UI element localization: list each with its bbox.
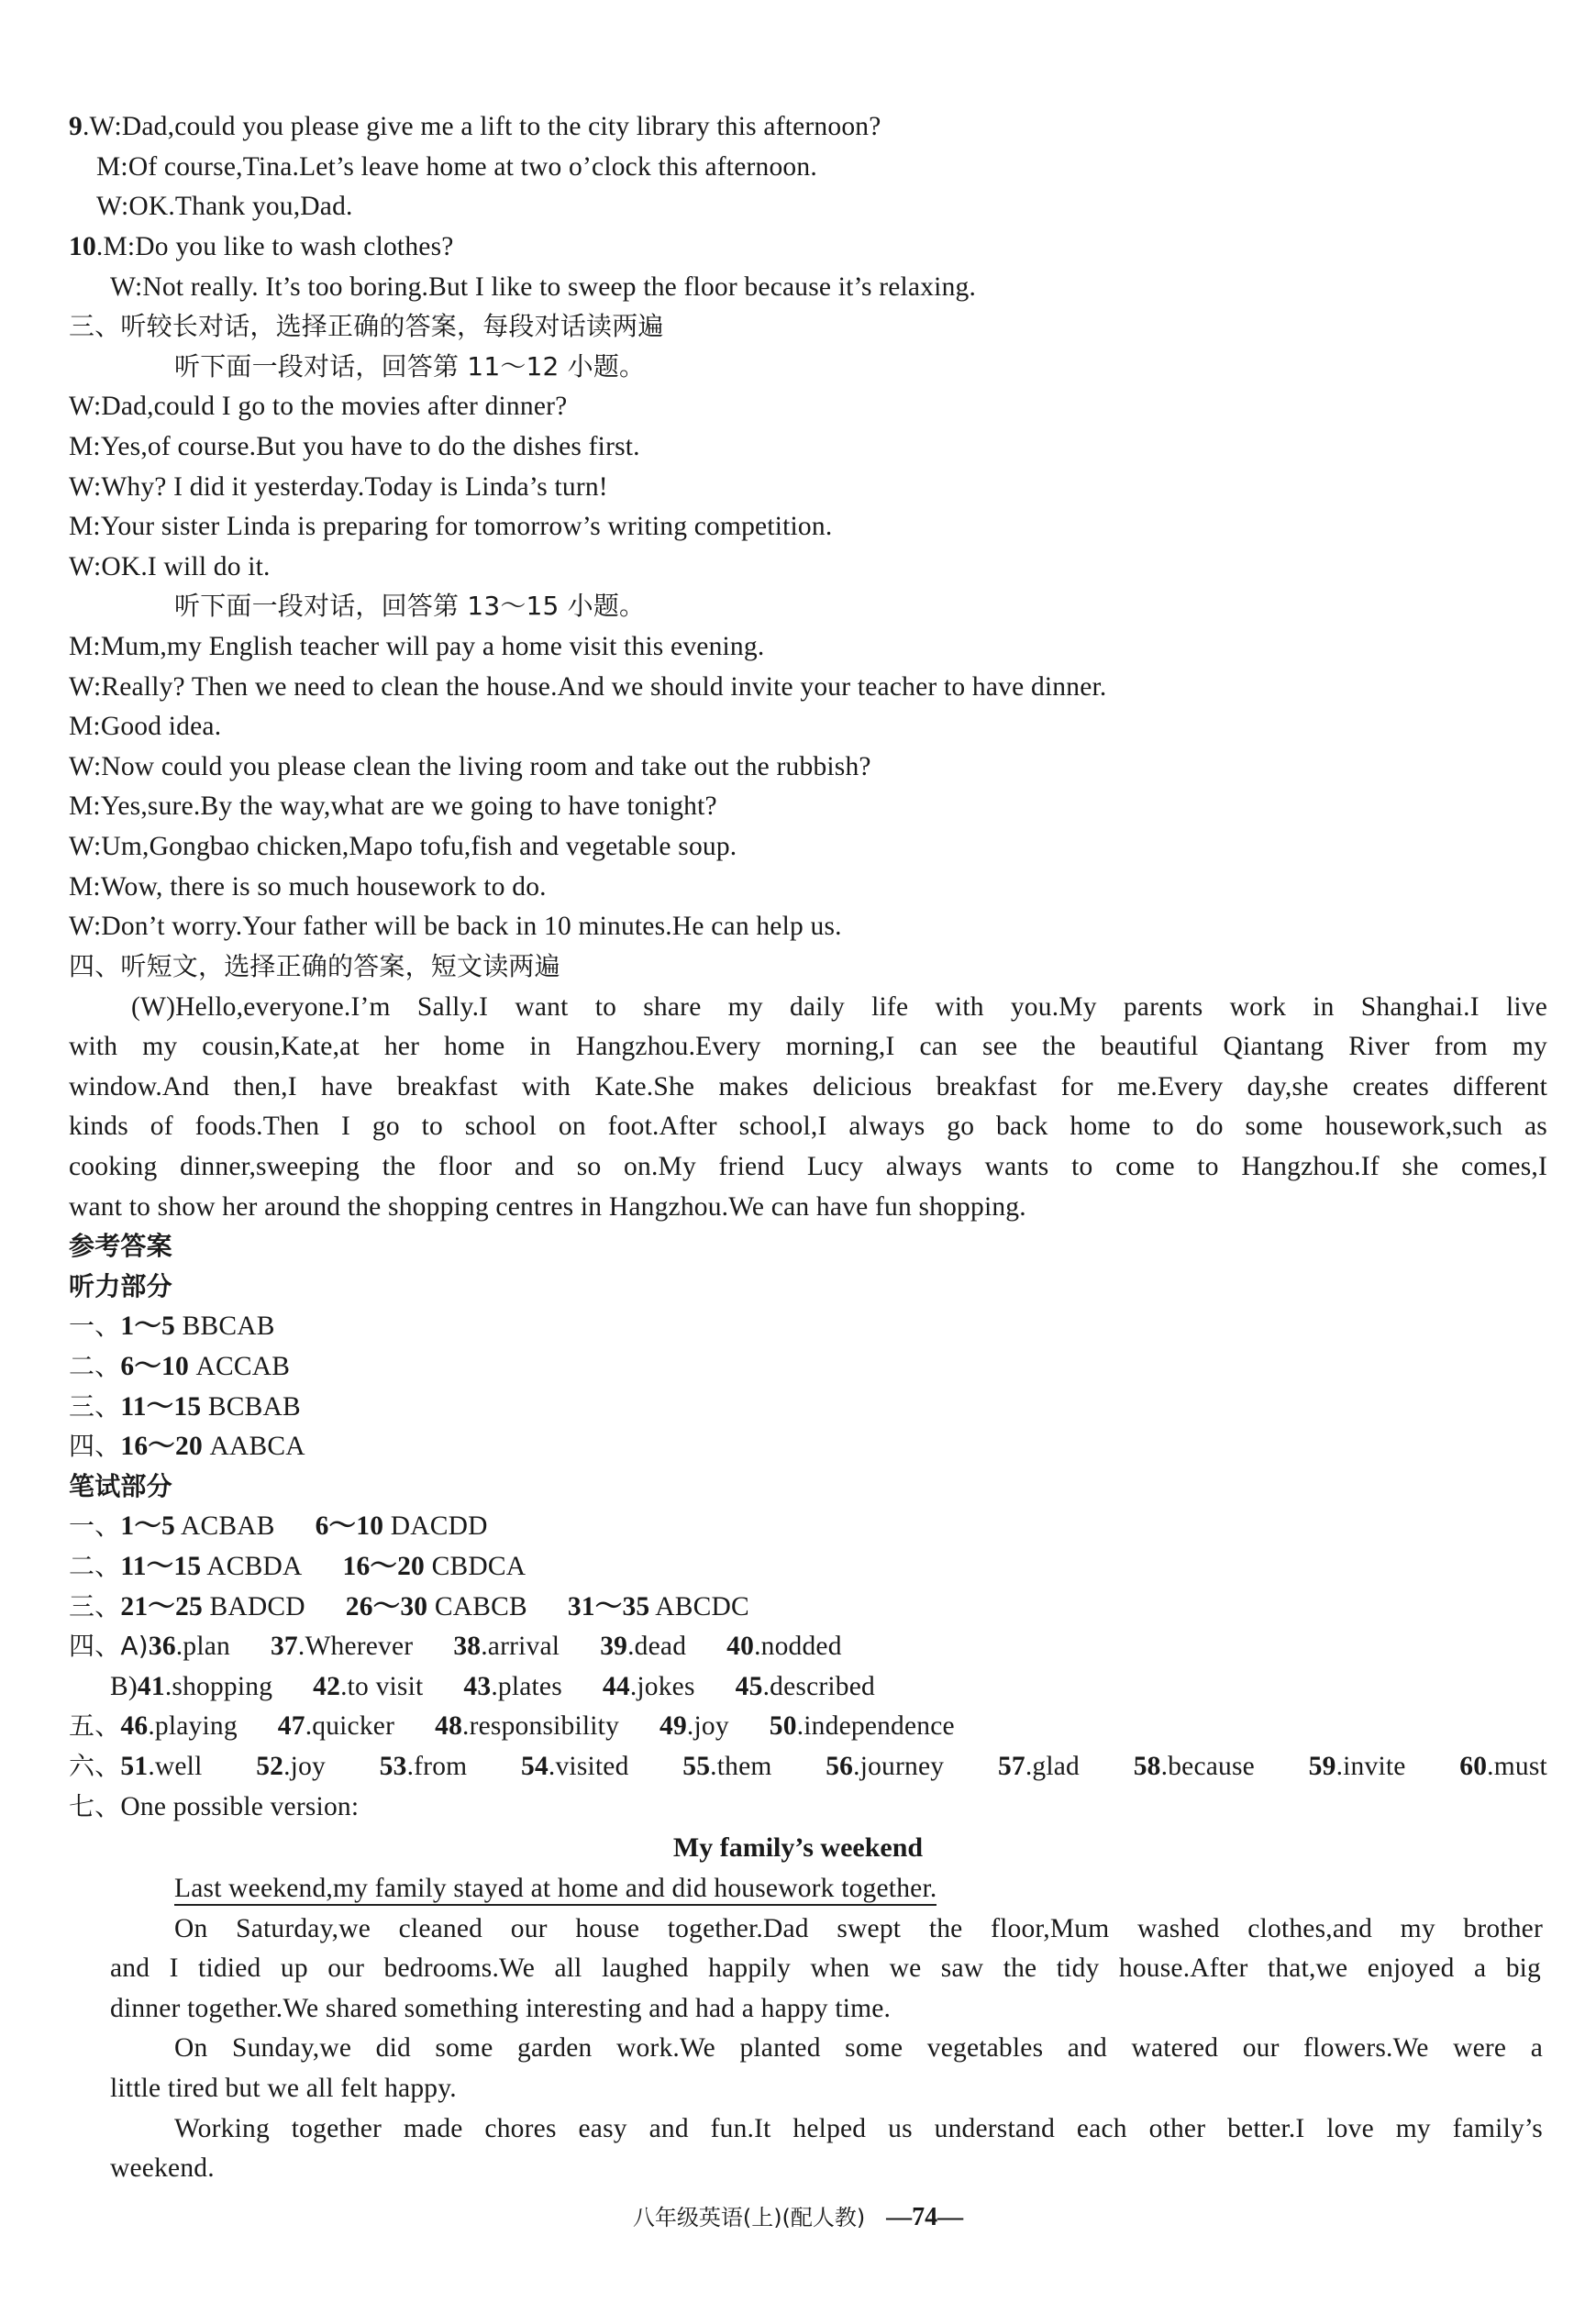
written-row: 三、21～25 BADCD 26～30 CABCB 31～35 ABCDC [69,1591,749,1621]
listening-row: 二、6～10 ACCAB [69,1351,291,1381]
written-row: 一、1～5 ACBAB 6～10 DACDD [69,1511,488,1541]
page-footer [0,2204,1596,2231]
dialog2-line: M:Good idea. [69,712,222,741]
listening-row: 四、16～20 AABCA [69,1431,305,1461]
passage-line: with my cousin,Kate,at her home in Hangzhou.Every morning,I can see the beautiful Qiantang River from my [69,1032,1547,1061]
essay-line: and I tidied up our bedrooms.We all laughed happily when we saw the tidy house.After that,we enjoyed a big [110,1953,1541,1983]
section3-intro1: 听下面一段对话，回答第 11～12 小题。 [174,351,646,382]
passage-line: kinds of foods.Then I go to school on foot.After school,I always go back home to do some housework,such as [69,1112,1547,1141]
q9-line3: W:OK.Thank you,Dad. [96,192,353,221]
listening-title: 听力部分 [69,1271,172,1301]
essay-title: My family’s weekend [672,1832,924,1863]
written-row: 七、One possible version: [69,1791,360,1821]
essay-line: On Saturday,we cleaned our house together.Dad swept the floor,Mum washed clothes,and my brother [174,1914,1543,1943]
essay-line: weekend. [110,2153,215,2183]
passage-line: window.And then,I have breakfast with Kate.She makes delicious breakfast for me.Every day,she creates different [69,1072,1547,1101]
written-title: 笔试部分 [69,1471,172,1501]
written-row: B)41.shopping 42.to visit 43.plates 44.jokes 45.described [110,1672,875,1701]
dialog1-line: W:Dad,could I go to the movies after dinner? [69,392,568,421]
written-row: 四、A)36.plan 37.Wherever 38.arrival 39.dead 40.nodded [69,1631,842,1661]
essay-line: little tired but we all felt happy. [110,2074,457,2103]
q9-line1: 9.W:Dad,could you please give me a lift to the city library this afternoon? [69,112,881,141]
dialog2-line: W:Um,Gongbao chicken,Mapo tofu,fish and vegetable soup. [69,832,737,861]
essay-first-line: Last weekend,my family stayed at home and did housework together. [174,1872,937,1905]
essay-line: dinner together.We shared something interesting and had a happy time. [110,1994,892,2023]
listening-row: 一、1～5 BBCAB [69,1311,275,1341]
passage-line: want to show her around the shopping centres in Hangzhou.We can have fun shopping. [69,1192,1026,1222]
dialog1-line: W:OK.I will do it. [69,552,271,581]
section3-heading: 三、听较长对话，选择正确的答案，每段对话读两遍 [69,311,664,341]
written-row: 六、51.well 52.joy 53.from 54.visited 55.them 56.journey 57.glad 58.because 59.invite 60.must [69,1751,1547,1781]
page-number: —74— [886,2203,964,2231]
dialog2-line: M:Mum,my English teacher will pay a home visit this evening. [69,632,765,661]
dialog2-line: W:Don’t worry.Your father will be back in 10 minutes.He can help us. [69,912,842,941]
dialog2-line: M:Wow, there is so much housework to do. [69,872,547,902]
listening-row: 三、11～15 BCBAB [69,1391,301,1422]
section4-heading: 四、听短文，选择正确的答案，短文读两遍 [69,951,560,981]
written-row: 二、11～15 ACBDA 16～20 CBDCA [69,1551,526,1581]
passage-line: (W)Hello,everyone.I’m Sally.I want to share my daily life with you.My parents work in Shanghai.I live [131,992,1547,1022]
answers-title: 参考答案 [69,1231,172,1261]
dialog1-line: W:Why? I did it yesterday.Today is Linda’s turn! [69,472,608,502]
q9-line2: M:Of course,Tina.Let’s leave home at two o’clock this afternoon. [96,152,817,182]
essay-line: On Sunday,we did some garden work.We planted some vegetables and watered our flowers.We were a [174,2033,1543,2063]
dialog2-line: W:Really? Then we need to clean the house.And we should invite your teacher to have dinner. [69,672,1107,702]
passage-line: cooking dinner,sweeping the floor and so on.My friend Lucy always wants to come to Hangzhou.If she comes,I [69,1152,1547,1181]
q10-line2: W:Not really. It’s too boring.But I like to sweep the floor because it’s relaxing. [110,272,977,302]
q10-line1: 10.M:Do you like to wash clothes? [69,232,454,261]
dialog1-line: M:Yes,of course.But you have to do the dishes first. [69,432,640,461]
dialog1-line: M:Your sister Linda is preparing for tomorrow’s writing competition. [69,512,833,541]
dialog2-line: M:Yes,sure.By the way,what are we going to have tonight? [69,791,717,821]
section3-intro2: 听下面一段对话，回答第 13～15 小题。 [174,591,646,621]
book-title: 八年级英语(上)(配人教) [632,2205,866,2230]
written-row: 五、46.playing 47.quicker 48.responsibility 49.joy 50.independence [69,1710,955,1741]
dialog2-line: W:Now could you please clean the living room and take out the rubbish? [69,752,871,781]
essay-line: Working together made chores easy and fun.It helped us understand each other better.I love my family’s [174,2114,1543,2143]
